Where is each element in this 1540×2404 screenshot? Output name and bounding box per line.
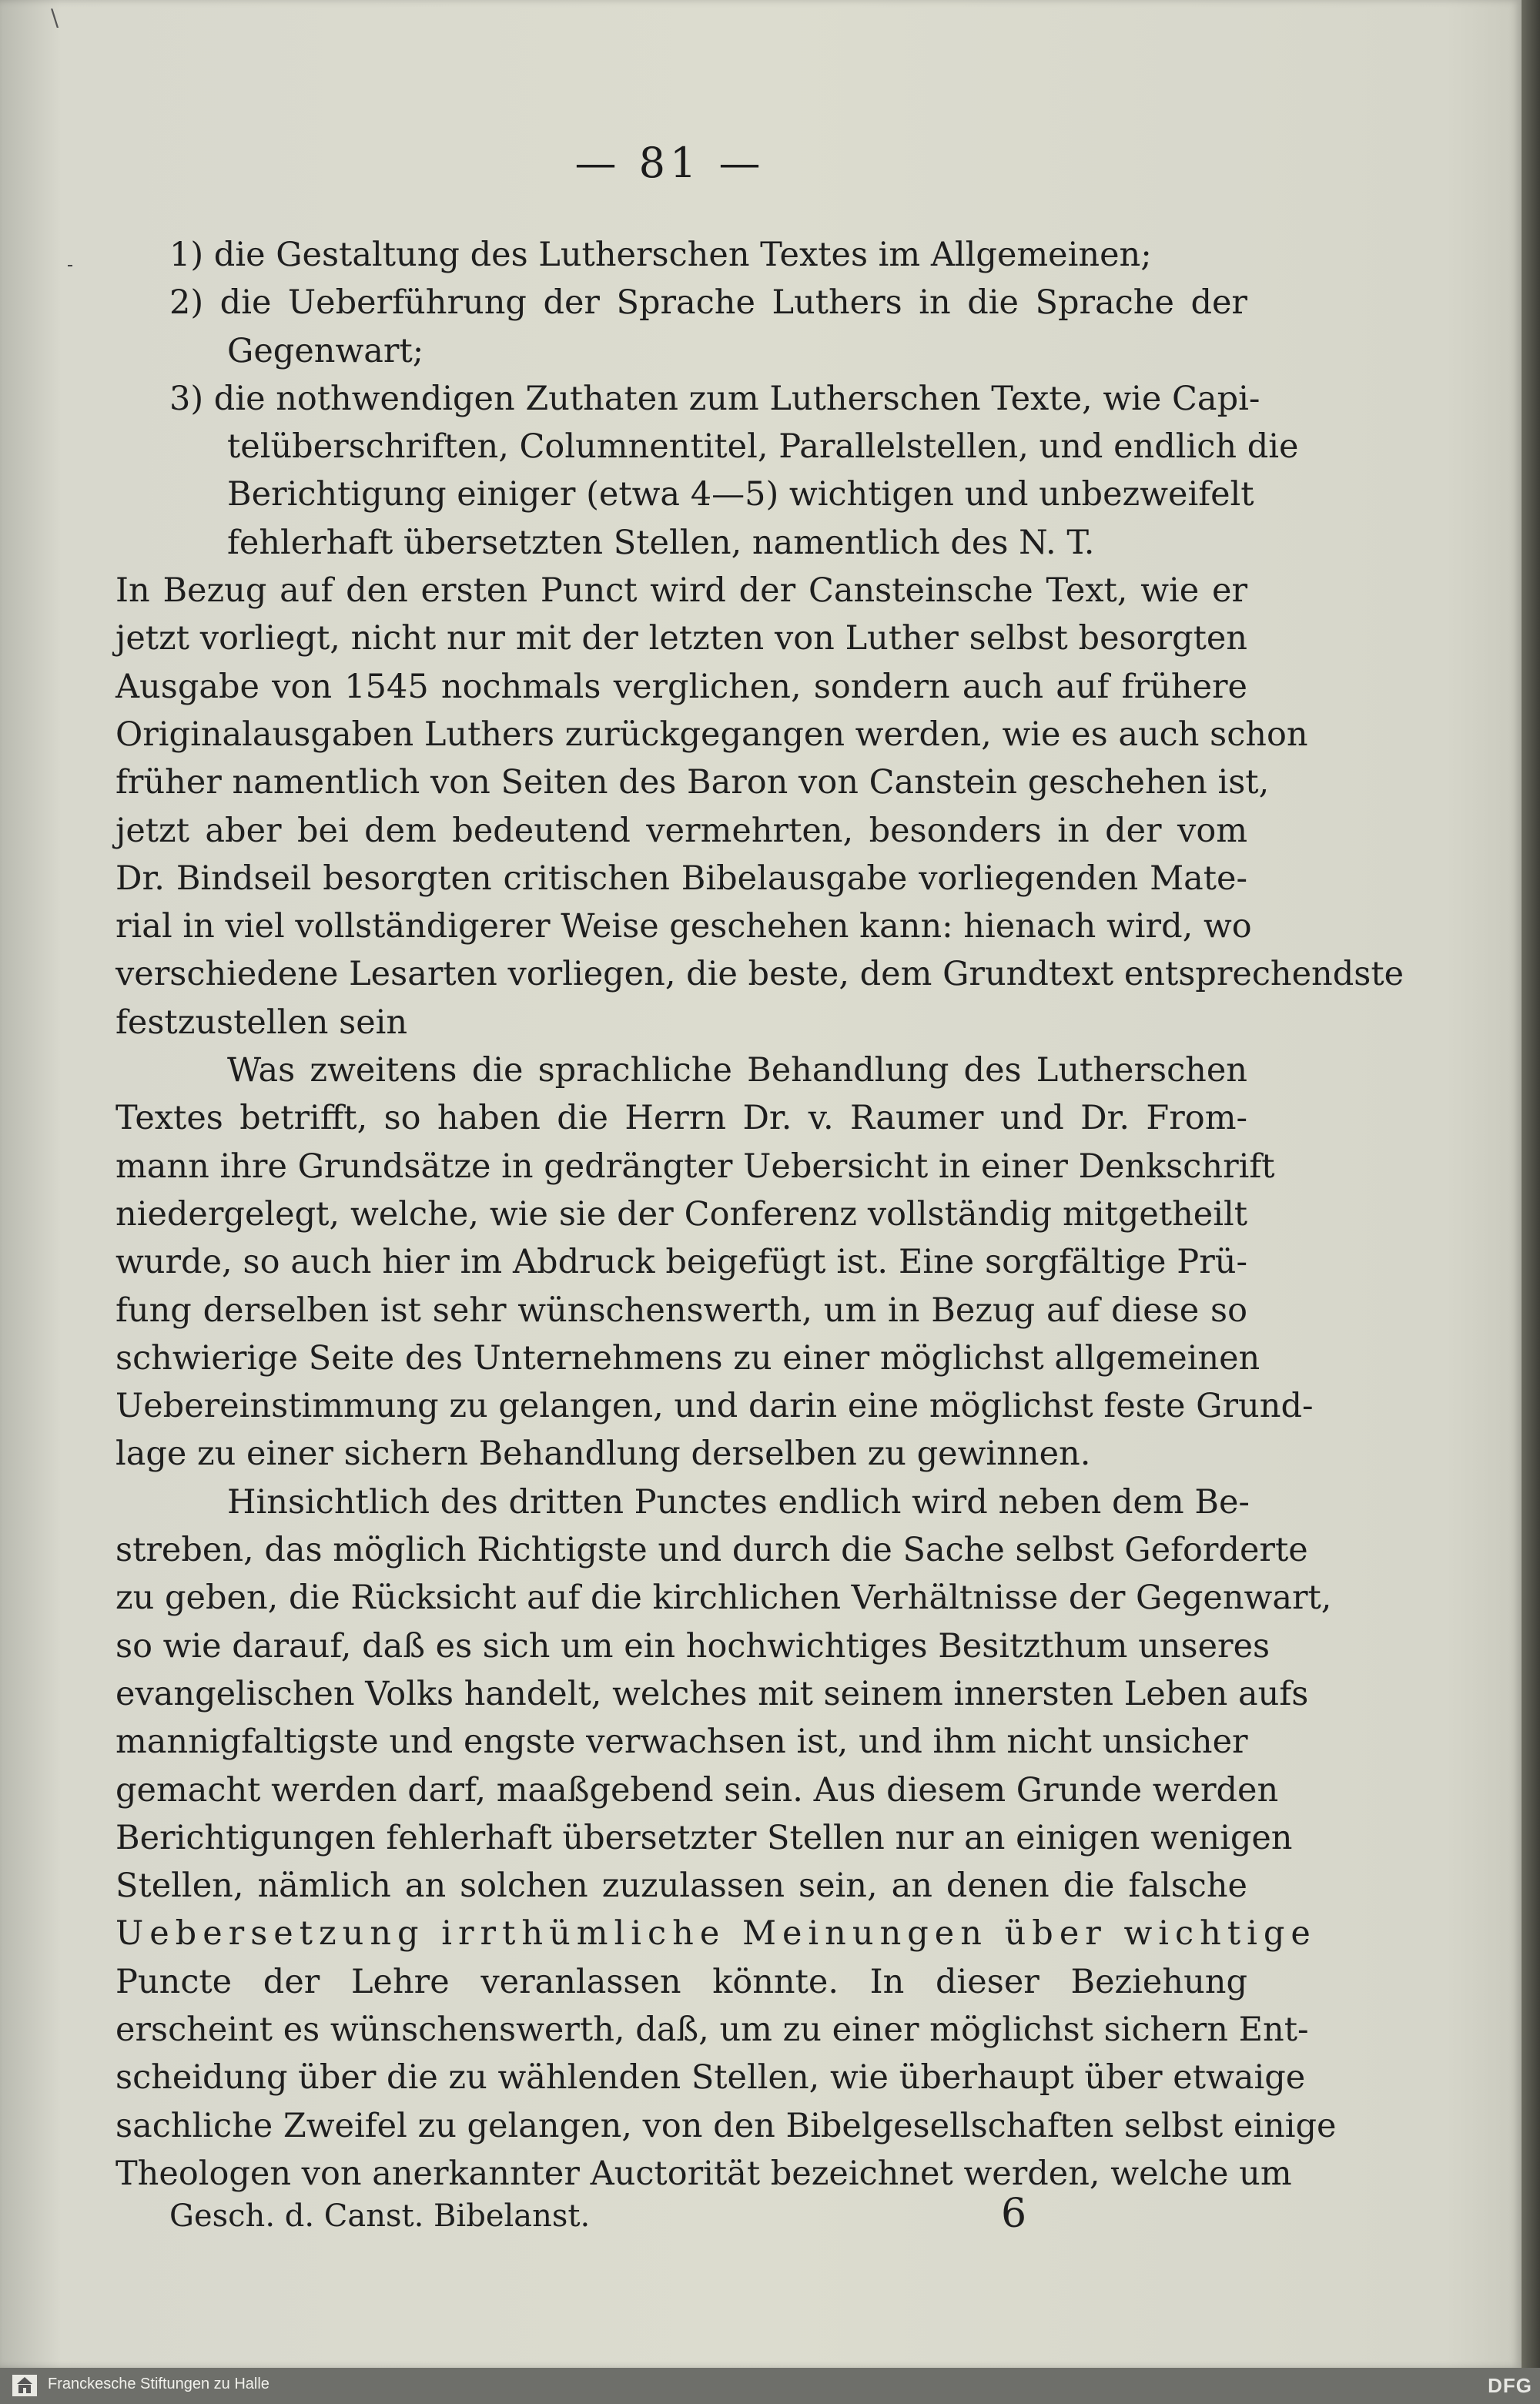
signature-mark: Gesch. d. Canst. Bibelanst. <box>169 2198 591 2234</box>
text-line: verschiedene Lesarten vorliegen, die beste, dem Grundtext entsprechendste <box>116 955 1404 994</box>
text-line: lage zu einer sichern Behandlung derselben zu gewinnen. <box>116 1435 1091 1474</box>
text-line: Uebersetzung irrthümliche Meinungen über wichtige <box>116 1914 1317 1954</box>
text-line: Hinsichtlich des dritten Punctes endlich wird neben dem Be- <box>227 1482 1250 1522</box>
page-number: — 81 — <box>574 139 765 187</box>
text-line: fehlerhaft übersetzten Stellen, namentlich des N. T. <box>227 523 1095 562</box>
text-line: rial in viel vollständigerer Weise geschehen kann: hienach wird, wo <box>116 907 1252 946</box>
text-line: gemacht werden darf, maaßgebend sein. Aus diesem Grunde werden <box>116 1770 1279 1810</box>
text-line: sachliche Zweifel zu gelangen, von den Bibelgesellschaften selbst einige <box>116 2106 1337 2145</box>
text-line: Textes betrifft, so haben die Herrn Dr. v. Raumer und Dr. From- <box>116 1099 1247 1138</box>
corner-mark: \ <box>51 5 59 32</box>
library-logo-icon <box>11 2373 38 2398</box>
text-line: Gegenwart; <box>227 331 424 370</box>
text-line: fung derselben ist sehr wünschenswerth, um in Bezug auf diese so <box>116 1291 1247 1330</box>
text-line: Uebereinstimmung zu gelangen, und darin eine möglichst feste Grund- <box>116 1387 1314 1426</box>
text-line: mann ihre Grundsätze in gedrängter Uebersicht in einer Denkschrift <box>116 1147 1275 1186</box>
body-text <box>116 231 1404 2198</box>
text-line: Dr. Bindseil besorgten critischen Bibelausgabe vorliegenden Mate- <box>116 859 1247 898</box>
text-line: 2) die Ueberführung der Sprache Luthers in die Sprache der <box>169 283 1247 323</box>
text-line: niedergelegt, welche, wie sie der Conferenz vollständig mitgetheilt <box>116 1194 1247 1234</box>
text-line: so wie darauf, daß es sich um ein hochwichtiges Besitzthum unseres <box>116 1626 1270 1666</box>
margin-dash <box>68 265 72 266</box>
library-name: Franckesche Stiftungen zu Halle <box>48 2376 270 2392</box>
text-line: erscheint es wünschenswerth, daß, um zu einer möglichst sichern Ent- <box>116 2010 1309 2049</box>
text-line: scheidung über die zu wählenden Stellen, wie überhaupt über etwaige <box>116 2058 1306 2098</box>
text-line: früher namentlich von Seiten des Baron von Canstein geschehen ist, <box>116 763 1270 802</box>
text-line: 1) die Gestaltung des Lutherschen Textes im Allgemeinen; <box>169 236 1152 274</box>
text-line: Puncte der Lehre veranlassen könnte. In dieser Beziehung <box>116 1962 1247 2001</box>
bottom-bar <box>0 2368 1540 2404</box>
text-line: mannigfaltigste und engste verwachsen ist, und ihm nicht unsicher <box>116 1723 1248 1762</box>
text-line: telüberschriften, Columnentitel, Parallelstellen, und endlich die <box>227 427 1299 467</box>
text-line: zu geben, die Rücksicht auf die kirchlichen Verhältnisse der Gegenwart, <box>116 1579 1332 1618</box>
text-line: Ausgabe von 1545 nochmals verglichen, sondern auch auf frühere <box>116 667 1247 706</box>
text-line: schwierige Seite des Unternehmens zu einer möglichst allgemeinen <box>116 1338 1260 1378</box>
text-line: Berichtigungen fehlerhaft übersetzter Stellen nur an einigen wenigen <box>116 1818 1293 1857</box>
sheet-number: 6 <box>1001 2191 1027 2237</box>
text-line: jetzt aber bei dem bedeutend vermehrten, besonders in der vom <box>116 811 1247 850</box>
text-line: festzustellen sein <box>116 1003 408 1042</box>
text-line: evangelischen Volks handelt, welches mit seinem innersten Leben aufs <box>116 1674 1309 1713</box>
book-spine <box>1522 0 1540 2368</box>
text-line: Was zweitens die sprachliche Behandlung des Lutherschen <box>227 1051 1247 1090</box>
text-line: Theologen von anerkannter Auctorität bezeichnet werden, welche um <box>116 2154 1292 2193</box>
dfg-logo: DFG <box>1488 2374 1532 2397</box>
text-line: streben, das möglich Richtigste und durch die Sache selbst Geforderte <box>116 1531 1308 1570</box>
text-line: In Bezug auf den ersten Punct wird der Cansteinsche Text, wie er <box>116 571 1247 611</box>
text-line: Berichtigung einiger (etwa 4—5) wichtigen und unbezweifelt <box>227 475 1254 514</box>
text-line: 3) die nothwendigen Zuthaten zum Lutherschen Texte, wie Capi- <box>169 379 1260 418</box>
text-line: Originalausgaben Luthers zurückgegangen werden, wie es auch schon <box>116 715 1308 754</box>
text-line: Stellen, nämlich an solchen zuzulassen sein, an denen die falsche <box>116 1867 1247 1906</box>
text-line: wurde, so auch hier im Abdruck beigefügt ist. Eine sorgfältige Prü- <box>116 1243 1247 1282</box>
text-line: jetzt vorliegt, nicht nur mit der letzten von Luther selbst besorgten <box>116 619 1247 658</box>
